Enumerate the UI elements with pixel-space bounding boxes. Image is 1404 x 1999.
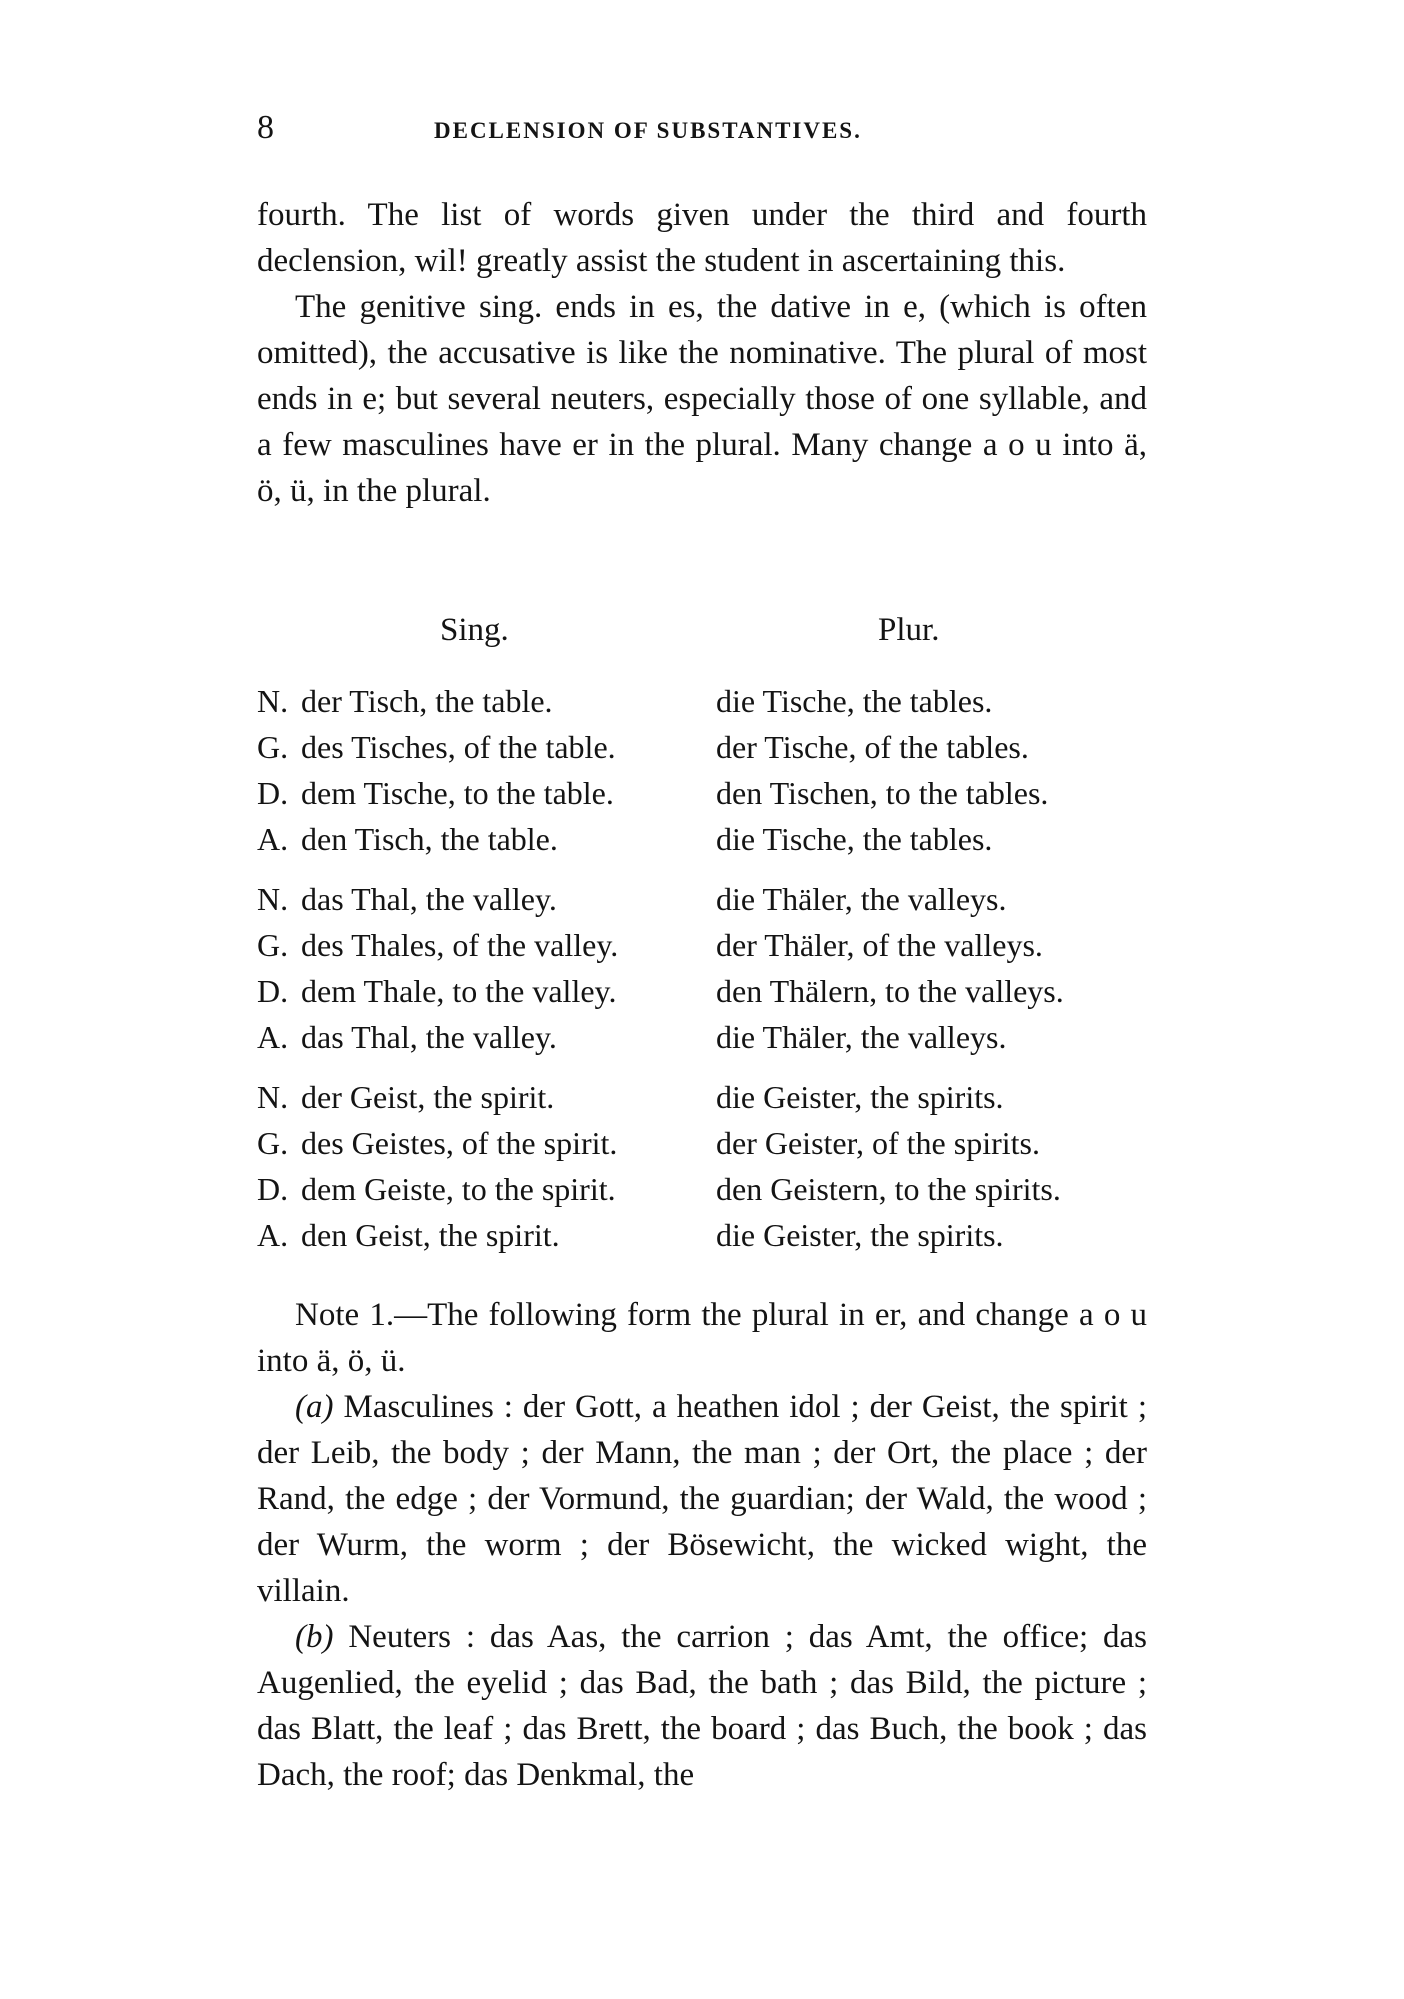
case-label: D. bbox=[257, 973, 289, 1009]
singular-form: das Thal, the valley. bbox=[301, 881, 557, 917]
singular-form: der Tisch, the table. bbox=[301, 683, 553, 719]
plural-form: die Tische, the tables. bbox=[716, 683, 993, 719]
paragraph-continuation: fourth. The list of words given under the third and fourth declension, wil! greatly assist the student in ascertaining this. bbox=[257, 197, 1147, 279]
plural-form: den Thälern, to the valleys. bbox=[716, 973, 1064, 1009]
plural-form: die Thäler, the valleys. bbox=[716, 1019, 1007, 1055]
subsection-neuters bbox=[257, 1614, 1147, 1798]
case-label: G. bbox=[257, 1125, 289, 1161]
plural-form: der Tische, of the tables. bbox=[716, 729, 1029, 765]
singular-form: den Geist, the spirit. bbox=[301, 1217, 560, 1253]
notes-section bbox=[257, 1292, 1147, 1798]
case-label: G. bbox=[257, 729, 289, 765]
singular-form: das Thal, the valley. bbox=[301, 1019, 557, 1055]
table-row bbox=[257, 816, 1157, 862]
table-row bbox=[257, 1120, 1157, 1166]
table-row bbox=[257, 1212, 1157, 1258]
case-label: D. bbox=[257, 775, 289, 811]
subsection-text: Masculines : der Gott, a heathen idol ; der Geist, the spirit ; der Leib, the body ; der Mann, the man ; der Ort, the place ; der Rand, the edge ; der Vormund, the guardian; der Wald, the wood ; der Wurm, the worm ; der Bösewicht, the wicked wight, the villain. bbox=[257, 1389, 1148, 1609]
case-label: D. bbox=[257, 1171, 289, 1207]
table-row bbox=[257, 1014, 1157, 1060]
note-1: Note 1.—The following form the plural in er, and change a o u into ä, ö, ü. bbox=[257, 1297, 1147, 1379]
table-row bbox=[257, 770, 1157, 816]
table-row bbox=[257, 876, 1157, 922]
plural-header: Plur. bbox=[878, 612, 940, 648]
singular-form: der Geist, the spirit. bbox=[301, 1079, 555, 1115]
subsection-masculines bbox=[257, 1384, 1147, 1614]
paragraph-endings: The genitive sing. ends in es, the dative in e, (which is often omitted), the accusative is like the nominative. The plural of most ends in e; but several neuters, especially those of one syllable, and a few masculines have er in the plural. Many change a o u into ä, ö, ü, in the plural. bbox=[257, 289, 1147, 509]
plural-form: den Geistern, to the spirits. bbox=[716, 1171, 1061, 1207]
table-row bbox=[257, 968, 1157, 1014]
singular-form: des Geistes, of the spirit. bbox=[301, 1125, 618, 1161]
plural-form: den Tischen, to the tables. bbox=[716, 775, 1049, 811]
case-label: A. bbox=[257, 1217, 289, 1253]
table-row bbox=[257, 724, 1157, 770]
case-label: A. bbox=[257, 1019, 289, 1055]
plural-form: die Geister, the spirits. bbox=[716, 1079, 1004, 1115]
subsection-label: (b) bbox=[295, 1619, 334, 1655]
singular-form: des Thales, of the valley. bbox=[301, 927, 619, 963]
singular-form: dem Tische, to the table. bbox=[301, 775, 614, 811]
plural-form: der Thäler, of the valleys. bbox=[716, 927, 1043, 963]
table-row bbox=[257, 922, 1157, 968]
case-label: A. bbox=[257, 821, 289, 857]
plural-form: die Thäler, the valleys. bbox=[716, 881, 1007, 917]
table-row bbox=[257, 1166, 1157, 1212]
singular-header: Sing. bbox=[440, 612, 509, 648]
plural-form: die Tische, the tables. bbox=[716, 821, 993, 857]
table-row bbox=[257, 1074, 1157, 1120]
subsection-text: Neuters : das Aas, the carrion ; das Amt, the office; das Augenlied, the eyelid ; das Bad, the bath ; das Bild, the picture ; das Blatt, the leaf ; das Brett, the board ; das Buch, the book ; das Dach, the roof; das Denkmal, the bbox=[257, 1619, 1148, 1793]
subsection-label: (a) bbox=[295, 1389, 334, 1425]
table-row bbox=[257, 678, 1157, 724]
case-label: N. bbox=[257, 1079, 289, 1115]
case-label: N. bbox=[257, 881, 289, 917]
page-number: 8 bbox=[257, 109, 274, 146]
plural-form: die Geister, the spirits. bbox=[716, 1217, 1004, 1253]
intro-text bbox=[257, 192, 1147, 514]
singular-form: des Tisches, of the table. bbox=[301, 729, 616, 765]
plural-form: der Geister, of the spirits. bbox=[716, 1125, 1040, 1161]
singular-form: dem Thale, to the valley. bbox=[301, 973, 617, 1009]
case-label: N. bbox=[257, 683, 289, 719]
case-label: G. bbox=[257, 927, 289, 963]
singular-form: den Tisch, the table. bbox=[301, 821, 558, 857]
singular-form: dem Geiste, to the spirit. bbox=[301, 1171, 616, 1207]
running-title: DECLENSION OF SUBSTANTIVES. bbox=[434, 118, 862, 143]
